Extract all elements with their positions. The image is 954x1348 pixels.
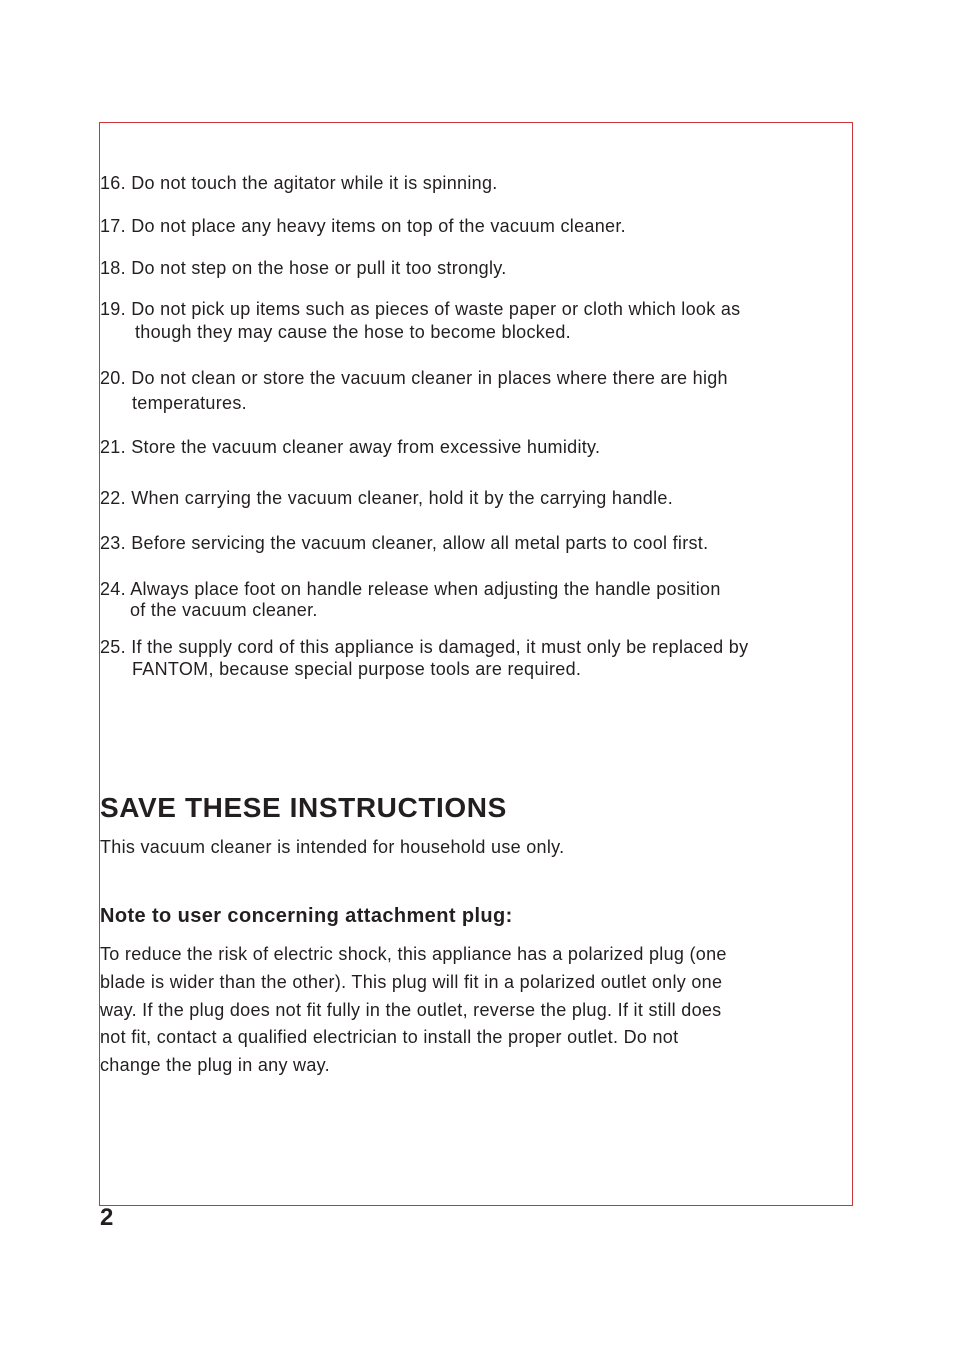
instruction-25 bbox=[100, 636, 748, 680]
instruction-number: 23. bbox=[100, 533, 126, 553]
instruction-text: Do not step on the hose or pull it too strongly. bbox=[131, 258, 507, 278]
instruction-number: 25. bbox=[100, 637, 126, 657]
instruction-24 bbox=[100, 579, 721, 621]
instruction-text-continued: though they may cause the hose to become blocked. bbox=[135, 322, 571, 342]
plug-note-paragraph bbox=[100, 941, 820, 1080]
instruction-text-continued: temperatures. bbox=[132, 393, 247, 413]
instruction-number: 17. bbox=[100, 216, 126, 236]
paragraph-line: blade is wider than the other). This plug will fit in a polarized outlet only one bbox=[100, 971, 723, 992]
instruction-23 bbox=[100, 532, 708, 555]
paragraph-line: change the plug in any way. bbox=[100, 1055, 330, 1076]
household-use-note: This vacuum cleaner is intended for household use only. bbox=[100, 837, 565, 857]
instruction-text: When carrying the vacuum cleaner, hold it by the carrying handle. bbox=[131, 488, 674, 508]
instruction-19 bbox=[100, 298, 740, 344]
save-instructions-heading: SAVE THESE INSTRUCTIONS bbox=[100, 792, 507, 823]
instruction-text: Always place foot on handle release when adjusting the handle position bbox=[130, 579, 721, 599]
instruction-number: 22. bbox=[100, 488, 126, 508]
plug-note-heading: Note to user concerning attachment plug: bbox=[100, 905, 513, 927]
instruction-17 bbox=[100, 215, 626, 238]
instruction-18 bbox=[100, 257, 507, 280]
instruction-21 bbox=[100, 436, 600, 459]
paragraph-line: way. If the plug does not fit fully in the outlet, reverse the plug. If it still does bbox=[100, 999, 722, 1020]
instruction-text: Do not place any heavy items on top of the vacuum cleaner. bbox=[131, 216, 626, 236]
instruction-20 bbox=[100, 366, 728, 416]
instruction-text: Store the vacuum cleaner away from excessive humidity. bbox=[131, 437, 601, 457]
instruction-text: Do not clean or store the vacuum cleaner in places where there are high bbox=[131, 368, 728, 388]
instruction-text: Before servicing the vacuum cleaner, allow all metal parts to cool first. bbox=[131, 533, 709, 553]
instruction-text: Do not pick up items such as pieces of waste paper or cloth which look as bbox=[131, 299, 741, 319]
instruction-number: 18. bbox=[100, 258, 126, 278]
paragraph-line: To reduce the risk of electric shock, this appliance has a polarized plug (one bbox=[100, 944, 727, 964]
paragraph-line: not fit, contact a qualified electrician to install the proper outlet. Do not bbox=[100, 1027, 679, 1048]
instruction-text: If the supply cord of this appliance is damaged, it must only be replaced by bbox=[131, 637, 749, 657]
instruction-22 bbox=[100, 487, 673, 510]
instruction-text: Do not touch the agitator while it is spinning. bbox=[131, 173, 498, 193]
instruction-number: 24. bbox=[100, 579, 126, 599]
instruction-text-continued: FANTOM, because special purpose tools are required. bbox=[132, 659, 582, 679]
instruction-number: 20. bbox=[100, 368, 126, 388]
instruction-number: 21. bbox=[100, 437, 126, 457]
instruction-16 bbox=[100, 172, 498, 195]
page-number: 2 bbox=[100, 1204, 114, 1231]
instruction-number: 19. bbox=[100, 299, 126, 319]
instruction-number: 16. bbox=[100, 173, 126, 193]
instruction-text-continued: of the vacuum cleaner. bbox=[130, 600, 318, 620]
